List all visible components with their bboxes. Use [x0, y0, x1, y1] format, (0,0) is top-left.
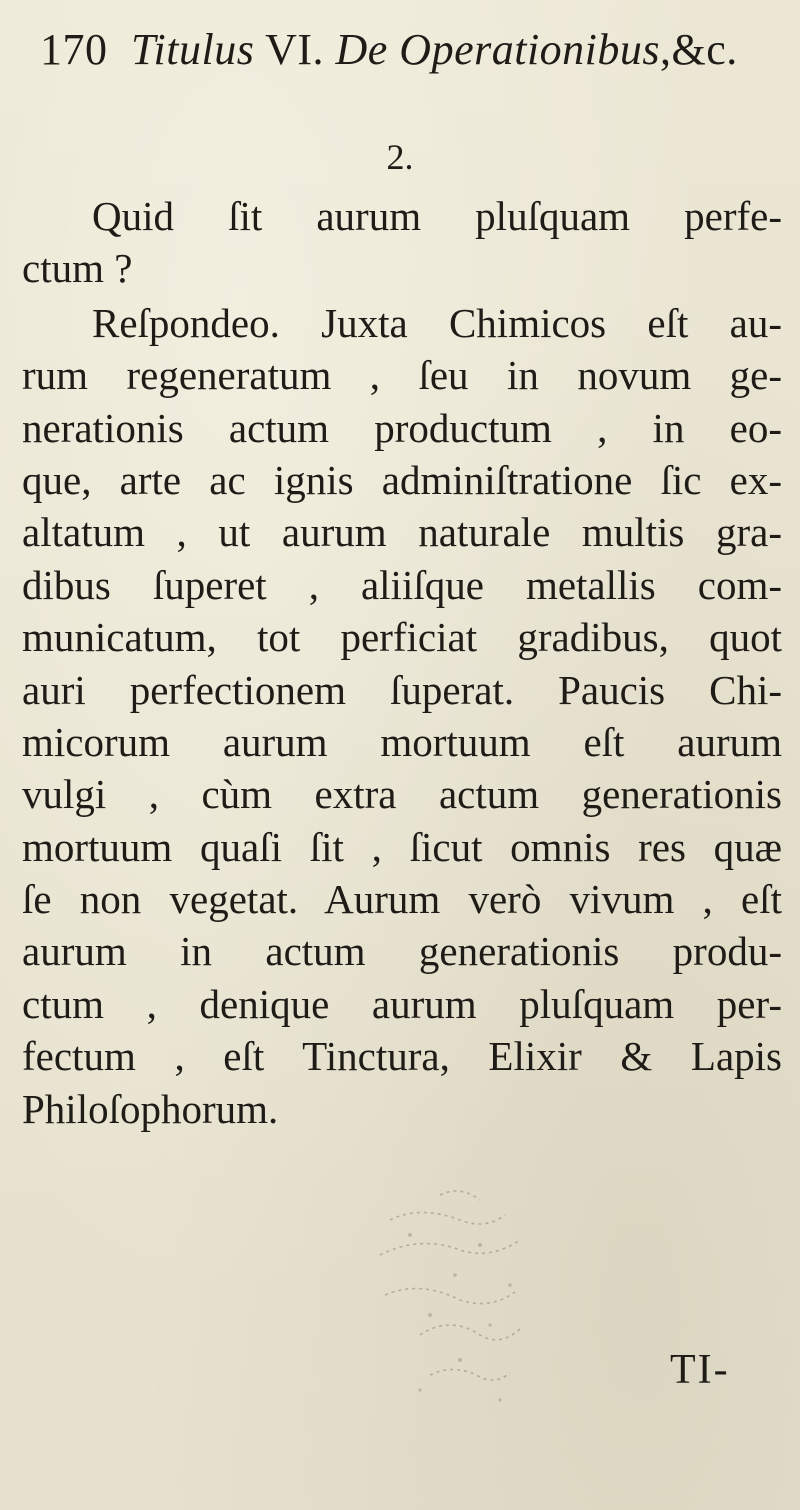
answer-line: municatum, tot perficiat gradibus, quot — [22, 614, 782, 661]
question-line: ctum ? — [22, 245, 133, 292]
running-head-subject-tail: ,&c. — [660, 25, 738, 74]
answer-line: vulgi , cùm extra actum generationis — [22, 771, 782, 818]
catchword: TI- — [670, 1347, 730, 1393]
answer-line: dibus ſuperet , aliiſque metallis com- — [22, 561, 782, 608]
answer-line: ſe non vegetat. Aurum verò vivum , eſt — [22, 876, 782, 923]
faded-ornament — [360, 1175, 560, 1425]
section-number: 2. — [386, 137, 414, 177]
answer-line: rum regeneratum , ſeu in novum ge- — [22, 352, 782, 399]
answer-line: altatum , ut aurum naturale multis gra- — [22, 509, 782, 556]
answer-line: aurum in actum generationis produ- — [22, 928, 782, 975]
answer-line: Philoſophorum. — [22, 1085, 279, 1132]
running-head — [40, 22, 790, 78]
answer-line: auri perfectionem ſuperat. Paucis Chi- — [22, 666, 782, 713]
answer-line: mortuum quaſi ſit , ſicut omnis res quæ — [22, 823, 782, 870]
running-head-subject: De Operationibus — [335, 25, 661, 74]
running-head-title: Titulus — [131, 25, 255, 74]
answer-line: nerationis actum productum , in eo- — [22, 404, 782, 451]
answer-line: fectum , eſt Tinctura, Elixir & Lapis — [22, 1033, 782, 1080]
answer-line: micorum aurum mortuum eſt aurum — [22, 718, 782, 765]
body-text — [22, 190, 782, 1135]
answer-line: que, arte ac ignis adminiſtratione ſic ex- — [22, 456, 782, 503]
question-line: Quid ſit aurum pluſquam perfe- — [92, 193, 782, 239]
page-number: 170 — [40, 25, 108, 74]
answer-line: ctum , denique aurum pluſquam per- — [22, 980, 782, 1027]
running-head-title-number: VI. — [265, 25, 324, 74]
answer-line: Reſpondeo. Juxta Chimicos eſt au- — [92, 299, 782, 346]
